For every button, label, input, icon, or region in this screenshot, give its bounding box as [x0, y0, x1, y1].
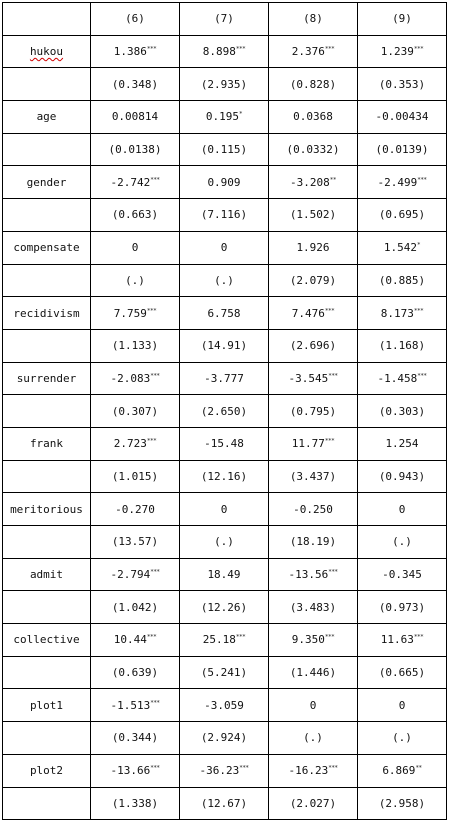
coef-value: 0: [309, 698, 317, 712]
significance-stars: ***: [324, 437, 335, 445]
coef-value: 1.239: [380, 45, 414, 59]
std-error-cell: (0.973): [358, 591, 447, 624]
coef-value: 1.542: [383, 241, 417, 255]
variable-label: [3, 231, 91, 264]
coef-cell: [91, 754, 180, 787]
coef-value: -0.270: [115, 502, 155, 516]
std-error-cell: (5.241): [180, 656, 269, 689]
coef-row: [3, 362, 447, 395]
coef-cell: [269, 362, 358, 395]
std-error-cell: (0.665): [358, 656, 447, 689]
coef-value: 6.758: [207, 306, 241, 320]
coef-value: 10.44: [113, 633, 147, 647]
std-error-cell: (1.502): [269, 199, 358, 232]
regression-table: [2, 2, 447, 820]
coef-cell: [91, 297, 180, 330]
coef-value: 25.18: [202, 633, 236, 647]
significance-stars: ***: [328, 764, 338, 772]
header-cell-model-8: (8): [269, 3, 358, 36]
se-row: [3, 329, 447, 362]
significance-stars: ***: [239, 764, 249, 772]
coef-cell: [180, 362, 269, 395]
header-row: [3, 3, 447, 36]
coef-cell: [269, 231, 358, 264]
std-error-cell: (0.943): [358, 460, 447, 493]
coef-cell: [269, 35, 358, 68]
header-cell-model-7: (7): [180, 3, 269, 36]
coef-cell: [91, 558, 180, 591]
std-error-cell: (1.133): [91, 329, 180, 362]
coef-value: 0.195: [205, 110, 239, 124]
significance-stars: ***: [328, 372, 338, 380]
std-error-cell: (0.795): [269, 395, 358, 428]
std-error-cell: (0.639): [91, 656, 180, 689]
std-error-cell: (12.16): [180, 460, 269, 493]
coef-value: -13.66: [110, 764, 151, 778]
coef-row: [3, 101, 447, 134]
header-cell-empty: [3, 3, 91, 36]
std-error-cell: (2.924): [180, 722, 269, 755]
coef-row: [3, 558, 447, 591]
variable-name: age: [36, 110, 57, 124]
coef-cell: [269, 754, 358, 787]
variable-name: meritorious: [10, 502, 83, 516]
coef-value: -1.458: [377, 371, 418, 385]
std-error-cell: (0.0138): [91, 133, 180, 166]
significance-stars: ***: [324, 45, 335, 53]
coef-value: 0: [398, 502, 406, 516]
variable-name: plot2: [29, 764, 64, 778]
coef-value: -3.777: [204, 371, 244, 385]
significance-stars: ***: [324, 306, 335, 314]
coef-value: 8.173: [380, 306, 414, 320]
coef-cell: [91, 231, 180, 264]
coef-value: 0.00814: [111, 110, 159, 124]
blank-label-cell: [3, 133, 91, 166]
variable-name: collective: [13, 633, 80, 647]
std-error-cell: (0.353): [358, 68, 447, 101]
coef-cell: [269, 689, 358, 722]
blank-label-cell: [3, 264, 91, 297]
coef-value: 1.386: [113, 45, 147, 59]
std-error-cell: (18.19): [269, 526, 358, 559]
std-error-cell: (0.0139): [358, 133, 447, 166]
std-error-cell: (1.338): [91, 787, 180, 820]
se-row: [3, 591, 447, 624]
significance-stars: ***: [417, 176, 427, 184]
coef-value: -0.00434: [375, 110, 429, 124]
blank-label-cell: [3, 722, 91, 755]
significance-stars: ***: [235, 633, 246, 641]
std-error-cell: (12.67): [180, 787, 269, 820]
variable-name: plot1: [29, 698, 64, 712]
se-row: [3, 68, 447, 101]
coef-cell: [358, 689, 447, 722]
significance-stars: ***: [146, 437, 157, 445]
std-error-cell: (2.958): [358, 787, 447, 820]
significance-stars: ***: [413, 633, 424, 641]
variable-name: frank: [29, 437, 64, 451]
coef-cell: [180, 166, 269, 199]
coef-cell: [269, 493, 358, 526]
coef-row: [3, 231, 447, 264]
coef-row: [3, 297, 447, 330]
coef-value: 11.77: [291, 437, 325, 451]
significance-stars: **: [329, 176, 336, 184]
coef-row: [3, 689, 447, 722]
significance-stars: ***: [146, 45, 157, 53]
coef-cell: [180, 427, 269, 460]
coef-cell: [180, 493, 269, 526]
std-error-cell: (.): [358, 722, 447, 755]
coef-value: 11.63: [380, 633, 414, 647]
coef-cell: [269, 624, 358, 657]
coef-value: -2.742: [110, 175, 151, 189]
variable-label: [3, 493, 91, 526]
coef-value: 0.0368: [293, 110, 333, 124]
coef-row: [3, 624, 447, 657]
coef-cell: [358, 101, 447, 134]
coef-cell: [358, 231, 447, 264]
variable-label: [3, 427, 91, 460]
std-error-cell: (7.116): [180, 199, 269, 232]
significance-stars: ***: [413, 306, 424, 314]
coef-value: 0: [220, 241, 228, 255]
significance-stars: ***: [235, 45, 246, 53]
blank-label-cell: [3, 460, 91, 493]
coef-value: 7.476: [291, 306, 325, 320]
std-error-cell: (1.446): [269, 656, 358, 689]
coef-value: 7.759: [113, 306, 147, 320]
se-row: [3, 460, 447, 493]
coef-cell: [180, 297, 269, 330]
std-error-cell: (0.0332): [269, 133, 358, 166]
coef-cell: [358, 166, 447, 199]
header-cell-model-6: (6): [91, 3, 180, 36]
coef-cell: [91, 166, 180, 199]
coef-cell: [91, 624, 180, 657]
blank-label-cell: [3, 526, 91, 559]
coef-value: -0.250: [293, 502, 333, 516]
variable-name: gender: [26, 175, 67, 189]
coef-value: 1.926: [296, 241, 330, 255]
coef-value: -15.48: [204, 437, 244, 451]
coef-cell: [269, 166, 358, 199]
coef-value: -2.499: [377, 175, 418, 189]
significance-stars: ***: [324, 633, 335, 641]
blank-label-cell: [3, 199, 91, 232]
header-cell-model-9: (9): [358, 3, 447, 36]
variable-label: [3, 35, 91, 68]
coef-row: [3, 493, 447, 526]
coef-value: 2.376: [291, 45, 325, 59]
se-row: [3, 526, 447, 559]
coef-row: [3, 427, 447, 460]
std-error-cell: (.): [91, 264, 180, 297]
significance-stars: ***: [146, 306, 157, 314]
variable-label: [3, 166, 91, 199]
std-error-cell: (13.57): [91, 526, 180, 559]
coef-cell: [358, 297, 447, 330]
significance-stars: ***: [150, 372, 160, 380]
std-error-cell: (.): [180, 264, 269, 297]
std-error-cell: (1.015): [91, 460, 180, 493]
blank-label-cell: [3, 329, 91, 362]
se-row: [3, 199, 447, 232]
variable-name: recidivism: [13, 306, 80, 320]
std-error-cell: (0.115): [180, 133, 269, 166]
coef-row: [3, 35, 447, 68]
std-error-cell: (0.303): [358, 395, 447, 428]
std-error-cell: (14.91): [180, 329, 269, 362]
coef-cell: [91, 689, 180, 722]
se-row: [3, 656, 447, 689]
coef-row: [3, 754, 447, 787]
coef-cell: [358, 35, 447, 68]
coef-value: 0: [131, 241, 139, 255]
std-error-cell: (1.042): [91, 591, 180, 624]
coef-cell: [358, 558, 447, 591]
coef-cell: [180, 754, 269, 787]
coef-cell: [358, 493, 447, 526]
coef-cell: [180, 101, 269, 134]
std-error-cell: (0.344): [91, 722, 180, 755]
blank-label-cell: [3, 68, 91, 101]
table-body: [3, 3, 447, 820]
coef-cell: [180, 231, 269, 264]
se-row: [3, 133, 447, 166]
std-error-cell: (0.885): [358, 264, 447, 297]
significance-stars: ***: [150, 764, 160, 772]
coef-cell: [180, 624, 269, 657]
blank-label-cell: [3, 787, 91, 820]
coef-value: 9.350: [291, 633, 325, 647]
coef-cell: [91, 427, 180, 460]
variable-label: [3, 297, 91, 330]
variable-name: admit: [29, 568, 64, 582]
coef-cell: [358, 624, 447, 657]
coef-value: 1.254: [385, 437, 419, 451]
std-error-cell: (0.828): [269, 68, 358, 101]
std-error-cell: (12.26): [180, 591, 269, 624]
significance-stars: ***: [150, 568, 160, 576]
coef-value: 0: [220, 502, 228, 516]
se-row: [3, 264, 447, 297]
coef-cell: [91, 362, 180, 395]
std-error-cell: (0.348): [91, 68, 180, 101]
se-row: [3, 722, 447, 755]
coef-cell: [91, 35, 180, 68]
coef-cell: [180, 558, 269, 591]
coef-value: -0.345: [382, 568, 422, 582]
coef-cell: [180, 35, 269, 68]
std-error-cell: (2.079): [269, 264, 358, 297]
std-error-cell: (2.935): [180, 68, 269, 101]
coef-cell: [269, 101, 358, 134]
std-error-cell: (2.650): [180, 395, 269, 428]
variable-label: [3, 362, 91, 395]
coef-cell: [269, 297, 358, 330]
variable-name: hukou: [29, 45, 64, 59]
std-error-cell: (.): [269, 722, 358, 755]
coef-value: -2.083: [110, 371, 151, 385]
coef-value: -3.059: [204, 698, 244, 712]
significance-stars: ***: [328, 568, 338, 576]
blank-label-cell: [3, 591, 91, 624]
significance-stars: *: [239, 110, 243, 118]
coef-cell: [358, 427, 447, 460]
significance-stars: ***: [150, 699, 160, 707]
coef-value: -36.23: [199, 764, 240, 778]
coef-value: -13.56: [288, 568, 329, 582]
std-error-cell: (2.027): [269, 787, 358, 820]
coef-value: 2.723: [113, 437, 147, 451]
se-row: [3, 395, 447, 428]
coef-value: -16.23: [288, 764, 329, 778]
std-error-cell: (2.696): [269, 329, 358, 362]
significance-stars: ***: [146, 633, 157, 641]
variable-label: [3, 624, 91, 657]
coef-value: -1.513: [110, 698, 151, 712]
coef-cell: [91, 101, 180, 134]
std-error-cell: (0.695): [358, 199, 447, 232]
coef-value: 6.869: [382, 764, 416, 778]
coef-cell: [269, 427, 358, 460]
significance-stars: ***: [417, 372, 427, 380]
significance-stars: **: [415, 764, 422, 772]
coef-cell: [358, 754, 447, 787]
variable-name: surrender: [16, 371, 77, 385]
coef-row: [3, 166, 447, 199]
variable-label: [3, 689, 91, 722]
coef-cell: [91, 493, 180, 526]
variable-label: [3, 754, 91, 787]
coef-value: -3.208: [290, 175, 330, 189]
std-error-cell: (.): [180, 526, 269, 559]
coef-value: 0: [398, 698, 406, 712]
se-row: [3, 787, 447, 820]
coef-value: -2.794: [110, 568, 151, 582]
variable-label: [3, 558, 91, 591]
coef-cell: [180, 689, 269, 722]
std-error-cell: (3.437): [269, 460, 358, 493]
coef-value: 8.898: [202, 45, 236, 59]
std-error-cell: (0.663): [91, 199, 180, 232]
std-error-cell: (.): [358, 526, 447, 559]
std-error-cell: (1.168): [358, 329, 447, 362]
std-error-cell: (3.483): [269, 591, 358, 624]
coef-value: 18.49: [207, 568, 241, 582]
variable-label: [3, 101, 91, 134]
significance-stars: ***: [150, 176, 160, 184]
blank-label-cell: [3, 656, 91, 689]
significance-stars: *: [417, 241, 421, 249]
coef-value: -3.545: [288, 371, 329, 385]
blank-label-cell: [3, 395, 91, 428]
coef-cell: [269, 558, 358, 591]
variable-name: compensate: [13, 241, 80, 255]
coef-value: 0.909: [207, 175, 241, 189]
significance-stars: ***: [413, 45, 424, 53]
std-error-cell: (0.307): [91, 395, 180, 428]
coef-cell: [358, 362, 447, 395]
